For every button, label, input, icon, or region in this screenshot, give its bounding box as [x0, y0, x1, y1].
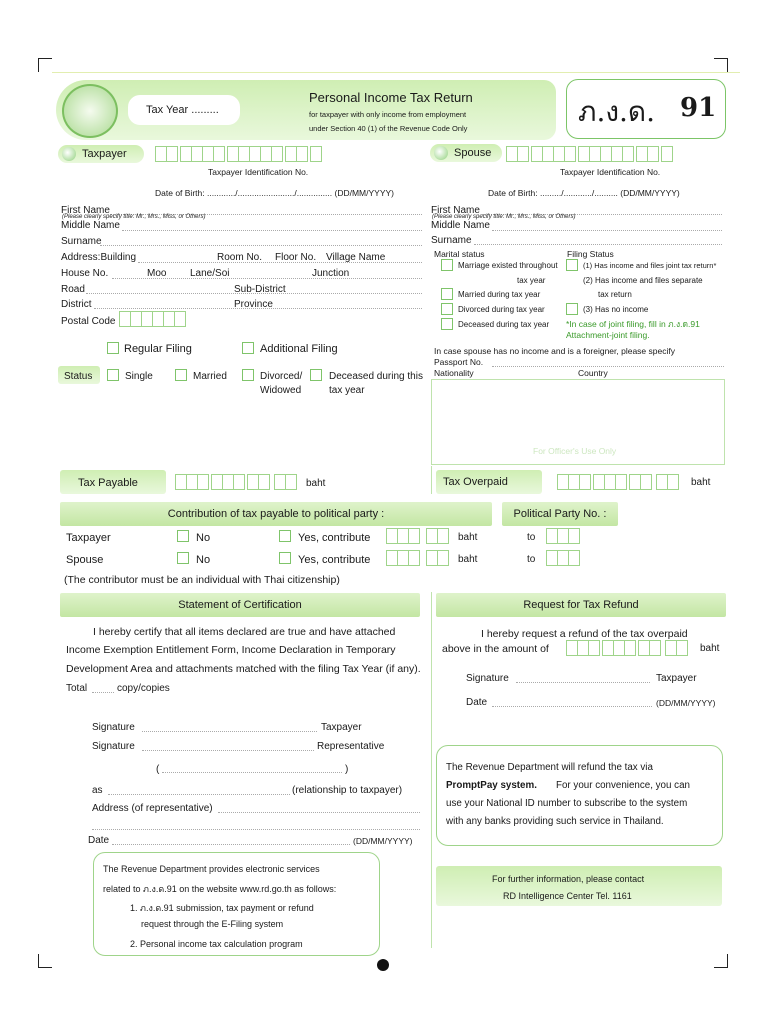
road-input[interactable]: [86, 293, 422, 294]
representative-name-input[interactable]: [162, 772, 342, 773]
filing-separate-label-2: tax return: [598, 290, 632, 299]
filing-status-heading: Filing Status: [567, 249, 614, 259]
contact-text-1: For further information, please contact: [492, 874, 645, 884]
contrib-spouse-label: Spouse: [66, 554, 104, 566]
spouse-first-name-label: First Name: [431, 205, 480, 216]
tax-divider: [431, 466, 432, 494]
status-single-label: Single: [125, 371, 153, 382]
refund-text-1: I hereby request a refund of the tax overpaid: [481, 628, 688, 640]
contrib-taxpayer-baht: baht: [458, 532, 478, 543]
section-divider: [431, 592, 432, 948]
country-label: Country: [578, 368, 608, 378]
promptpay-text-2: For your convenience, you can: [556, 780, 690, 791]
rep-address-label: Address (of representative): [92, 803, 213, 814]
tax-payable-label: Tax Payable: [78, 477, 138, 489]
crop-mark-bottom-left: [38, 954, 52, 968]
road-label: Road: [61, 284, 85, 295]
form-code-number: 91: [680, 93, 717, 123]
top-rule: [52, 72, 740, 73]
relationship-input[interactable]: [108, 794, 290, 795]
status-married-label: Married: [193, 371, 227, 382]
tax-overpaid-baht: baht: [691, 477, 711, 488]
regular-filing-checkbox[interactable]: [107, 342, 119, 354]
status-married-checkbox[interactable]: [175, 369, 187, 381]
contrib-spouse-yes-checkbox[interactable]: [279, 552, 291, 564]
crop-mark-bottom-right: [714, 954, 728, 968]
passport-input[interactable]: [492, 366, 724, 367]
taxpayer-tin-label: Taxpayer Identification No.: [208, 167, 309, 177]
contrib-spouse-yes-label: Yes, contribute: [298, 554, 371, 566]
refund-date-label: Date: [466, 697, 488, 708]
total-label: Total: [66, 683, 88, 694]
marital-throughout-label-2: tax year: [517, 276, 546, 285]
province-label: Province: [234, 299, 273, 310]
promptpay-system-name: PromptPay system.: [446, 780, 537, 791]
filing-no-income-label: (3) Has no income: [583, 305, 649, 314]
deceased-during-label: Deceased during tax year: [458, 320, 550, 329]
divorced-during-label: Divorced during tax year: [458, 305, 545, 314]
eservice-text-3: 1. ภ.ง.ด.91 submission, tax payment or refund: [130, 903, 314, 913]
address-line-1[interactable]: [138, 262, 422, 263]
tax-overpaid-input[interactable]: [557, 474, 678, 490]
refund-date-format: (DD/MM/YYYY): [656, 698, 716, 708]
spouse-tab-label: Spouse: [454, 147, 492, 159]
tax-payable-baht: baht: [306, 478, 326, 489]
spouse-middle-name-label: Middle Name: [431, 220, 490, 231]
contrib-taxpayer-party-no[interactable]: [546, 528, 579, 544]
eservice-text-5: 2. Personal income tax calculation program: [130, 939, 303, 949]
junction-label: Junction: [312, 268, 350, 279]
spouse-surname-input[interactable]: [474, 244, 722, 245]
status-divorced-label: Divorced/: [260, 371, 303, 382]
cert-date-label: Date: [88, 835, 110, 846]
joint-filing-note-2: Attachment-joint filing.: [566, 330, 650, 340]
taxpayer-dob[interactable]: Date of Birth: ............/......................../............... (DD/MM/YYYY): [155, 188, 394, 198]
district-label: District: [61, 299, 92, 310]
spouse-tin-input[interactable]: [506, 146, 672, 162]
taxpayer-middle-name-label: Middle Name: [61, 220, 120, 231]
taxpayer-middle-name-input[interactable]: [122, 230, 422, 231]
contrib-taxpayer-label: Taxpayer: [66, 532, 111, 544]
status-deceased-checkbox[interactable]: [310, 369, 322, 381]
joint-filing-note-1: *In case of joint filing, fill in ภ.ง.ด.91: [566, 319, 700, 329]
refund-heading: Request for Tax Refund: [436, 593, 726, 617]
house-label: House No.: [61, 268, 109, 279]
contribution-heading: Contribution of tax payable to political party :: [60, 502, 492, 526]
certification-text-2: Income Exemption Entitlement Form, Income Declaration in Temporary: [66, 644, 396, 656]
taxpayer-signature-input[interactable]: [142, 731, 317, 732]
promptpay-box: [436, 745, 723, 846]
additional-filing-checkbox[interactable]: [242, 342, 254, 354]
certification-text-3: Development Area and attachments matched with the filing Tax Year (if any).: [66, 663, 421, 675]
promptpay-text-3: use your National ID number to subscribe to the system: [446, 798, 688, 809]
registration-dot: [377, 959, 389, 971]
as-label: as: [92, 785, 103, 796]
refund-baht: baht: [700, 643, 720, 654]
total-copies-input[interactable]: [92, 692, 114, 693]
tax-overpaid-label: Tax Overpaid: [443, 476, 508, 488]
address-building-label: Address:Building: [61, 252, 137, 263]
name-paren-close: ): [345, 764, 349, 775]
contrib-taxpayer-no-label: No: [196, 532, 211, 544]
copies-label: copy/copies: [117, 683, 170, 694]
signature-rep-label: Signature: [92, 741, 135, 752]
address-line-2[interactable]: [112, 278, 422, 279]
filing-separate-label-1: (2) Has income and files separate: [583, 276, 703, 285]
officer-use-label: For Officer's Use Only: [533, 446, 617, 456]
spouse-middle-name-input[interactable]: [492, 230, 722, 231]
promptpay-text-1: The Revenue Department will refund the tax via: [446, 762, 653, 773]
taxpayer-tin-input[interactable]: [155, 146, 321, 162]
status-single-checkbox[interactable]: [107, 369, 119, 381]
contrib-taxpayer-yes-label: Yes, contribute: [298, 532, 371, 544]
signature-label: Signature: [92, 722, 135, 733]
status-deceased-label-1: Deceased during this: [329, 371, 423, 382]
refund-amount-input[interactable]: [566, 640, 687, 656]
promptpay-text-4: with any banks providing such service in Thailand.: [446, 816, 664, 827]
district-input[interactable]: [94, 308, 422, 309]
representative-signature-input[interactable]: [142, 750, 314, 751]
marital-status-heading: Marital status: [434, 249, 485, 259]
cert-date-input[interactable]: [112, 844, 350, 845]
contact-text-2: RD Intelligence Center Tel. 1161: [503, 891, 632, 901]
filing-joint-label: (1) Has income and files joint tax return*: [583, 261, 717, 270]
passport-label: Passport No.: [434, 357, 484, 367]
lane-label: Lane/Soi: [190, 268, 230, 279]
spouse-surname-label: Surname: [431, 235, 472, 246]
eservice-text-1: The Revenue Department provides electronic services: [103, 864, 320, 874]
divorced-during-checkbox[interactable]: [441, 303, 453, 315]
nationality-label: Nationality: [434, 368, 474, 378]
form-subtitle-2: under Section 40 (1) of the Revenue Code Only: [309, 124, 468, 133]
form-subtitle-1: for taxpayer with only income from employment: [309, 110, 467, 119]
taxpayer-first-name-label: First Name: [61, 205, 110, 216]
political-party-heading: Political Party No. :: [502, 502, 618, 526]
contrib-spouse-baht: baht: [458, 554, 478, 565]
form-code-thai: ภ.ง.ด.: [578, 95, 656, 128]
status-divorced-checkbox[interactable]: [242, 369, 254, 381]
filing-joint-checkbox[interactable]: [566, 259, 578, 271]
tax-payable-input[interactable]: [175, 474, 296, 490]
postal-code-label: Postal Code: [61, 316, 116, 327]
additional-filing-label: Additional Filing: [260, 343, 338, 355]
taxpayer-surname-label: Surname: [61, 236, 102, 247]
marital-throughout-checkbox[interactable]: [441, 259, 453, 271]
filing-no-income-checkbox[interactable]: [566, 303, 578, 315]
spouse-dob[interactable]: Date of Birth: ........./............/.......... (DD/MM/YYYY): [488, 188, 680, 198]
contrib-spouse-party-no[interactable]: [546, 550, 579, 566]
deceased-during-checkbox[interactable]: [441, 318, 453, 330]
marital-throughout-label-1: Marriage existed throughout: [458, 261, 558, 270]
contrib-spouse-no-label: No: [196, 554, 211, 566]
refund-text-2: above in the amount of: [442, 643, 549, 655]
spouse-title-hint: (Please clearly specify title: Mr., Mrs., Miss, or Others): [432, 214, 576, 220]
rep-address-input-2[interactable]: [92, 829, 420, 830]
contrib-taxpayer-no-checkbox[interactable]: [177, 530, 189, 542]
certification-heading: Statement of Certification: [60, 593, 420, 617]
spouse-bullet-icon: [434, 146, 448, 160]
taxpayer-surname-input[interactable]: [100, 245, 422, 246]
signature-rep-role: Representative: [317, 741, 385, 752]
refund-signature-label: Signature: [466, 673, 509, 684]
refund-date-input[interactable]: [492, 706, 652, 707]
cert-date-format: (DD/MM/YYYY): [353, 836, 413, 846]
contributor-note: (The contributor must be an individual with Thai citizenship): [64, 574, 340, 586]
name-paren-open: (: [156, 764, 160, 775]
eservice-text-4: request through the E-Filing system: [141, 919, 284, 929]
taxpayer-title-hint: (Please clearly specify title: Mr., Mrs., Miss, or Others): [62, 214, 206, 220]
subdistrict-label: Sub-District: [234, 284, 286, 295]
contrib-spouse-amount[interactable]: [386, 550, 448, 566]
refund-taxpayer-role: Taxpayer: [656, 673, 697, 684]
moo-label: Moo: [147, 268, 167, 279]
regular-filing-label: Regular Filing: [124, 343, 192, 355]
taxpayer-tab-label: Taxpayer: [82, 148, 127, 160]
room-label: Room No.: [217, 252, 263, 263]
eservice-text-2: related to ภ.ง.ด.91 on the website www.rd.go.th as follows:: [103, 884, 337, 894]
certification-text-1: I hereby certify that all items declared are true and have attached: [93, 626, 396, 638]
crop-mark-top-left: [38, 58, 52, 72]
rep-address-input-1[interactable]: [218, 812, 420, 813]
status-widowed-label: Widowed: [260, 385, 302, 396]
foreigner-instruction: In case spouse has no income and is a foreigner, please specify: [434, 346, 675, 356]
revenue-department-seal: [62, 84, 118, 138]
contrib-spouse-to: to: [527, 554, 536, 565]
village-label: Village Name: [326, 252, 386, 263]
postal-code-input[interactable]: [119, 311, 185, 327]
status-label: Status: [64, 371, 93, 382]
relationship-label: (relationship to taxpayer): [292, 785, 403, 796]
tax-year-label: Tax Year .........: [146, 104, 219, 116]
contrib-spouse-no-checkbox[interactable]: [177, 552, 189, 564]
form-title: Personal Income Tax Return: [309, 90, 473, 105]
taxpayer-bullet-icon: [62, 147, 76, 161]
contrib-taxpayer-to: to: [527, 532, 536, 543]
marital-during-checkbox[interactable]: [441, 288, 453, 300]
refund-signature-input[interactable]: [516, 682, 650, 683]
floor-label: Floor No.: [275, 252, 317, 263]
signature-taxpayer-role: Taxpayer: [321, 722, 362, 733]
spouse-tin-label: Taxpayer Identification No.: [560, 167, 661, 177]
crop-mark-top-right: [714, 58, 728, 72]
contrib-taxpayer-amount[interactable]: [386, 528, 448, 544]
status-deceased-label-2: tax year: [329, 385, 365, 396]
marital-during-label: Married during tax year: [458, 290, 541, 299]
contrib-taxpayer-yes-checkbox[interactable]: [279, 530, 291, 542]
